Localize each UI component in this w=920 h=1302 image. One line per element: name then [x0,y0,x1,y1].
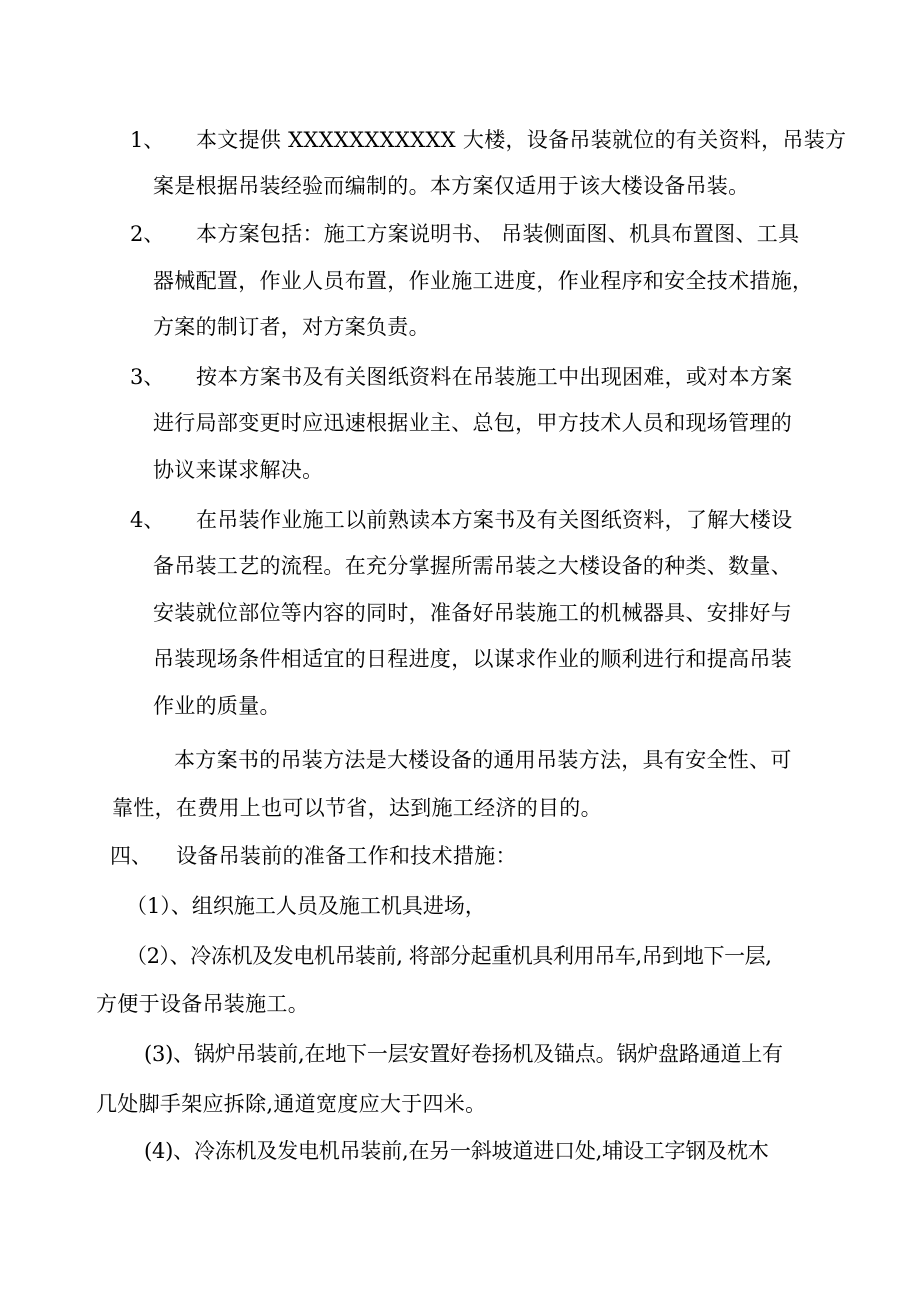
step-1-line-1: （1）、组织施工人员及施工机具进场， [126,894,486,918]
item-4-number: 4、 [130,508,165,532]
item-3-line-2: 进行局部变更时应迅速根据业主、总包，甲方技术人员和现场管理的 [153,411,792,435]
item-1-number: 1、 [130,128,165,152]
summary-line-1: 本方案书的吊装方法是大楼设备的通用吊装方法，具有安全性、可 [174,748,792,772]
item-2-line-3: 方案的制订者，对方案负责。 [153,315,430,339]
item-1-line-2: 案是根据吊装经验而编制的。本方案仅适用于该大楼设备吊装。 [153,174,750,198]
item-1-line-1: 本文提供 XXXXXXXXXXX 大楼，设备吊装就位的有关资料，吊装方 [196,128,847,152]
item-3-line-1: 按本方案书及有关图纸资料在吊装施工中出现困难，或对本方案 [196,365,793,389]
item-3-number: 3、 [130,365,165,389]
step-2-line-2: 方便于设备吊装施工。 [96,992,309,1016]
step-2-line-1: （2）、冷冻机及发电机吊装前, 将部分起重机具利用吊车,吊到地下一层, [126,944,772,968]
summary-line-2: 靠性，在费用上也可以节省，达到施工经济的目的。 [112,796,602,820]
item-2-line-2: 器械配置，作业人员布置，作业施工进度，作业程序和安全技术措施， [153,269,814,293]
item-4-line-4: 吊装现场条件相适宜的日程进度，以谋求作业的顺利进行和提高吊装 [153,647,792,671]
item-4-line-3: 安装就位部位等内容的同时，准备好吊装施工的机械器具、安排好与 [153,601,792,625]
item-2-line-1: 本方案包括：施工方案说明书、 吊装侧面图、机具布置图、工具 [196,222,800,246]
step-3-line-2: 几处脚手架应拆除,通道宽度应大于四米。 [96,1092,487,1116]
section-number: 四、 [110,844,152,868]
step-3-line-1: (3)、锅炉吊装前,在地下一层安置好卷扬机及锚点。锅炉盘路通道上有 [144,1042,783,1066]
section-title: 设备吊装前的准备工作和技术措施： [176,844,517,868]
item-2-number: 2、 [130,222,165,246]
step-4-line-1: (4)、冷冻机及发电机吊装前,在另一斜坡道进口处,埔设工字钢及枕木 [144,1139,769,1163]
item-4-line-2: 备吊装工艺的流程。在充分掌握所需吊装之大楼设备的种类、数量、 [153,554,792,578]
item-4-line-5: 作业的质量。 [153,694,281,718]
item-3-line-3: 协议来谋求解决。 [153,458,324,482]
item-4-line-1: 在吊装作业施工以前熟读本方案书及有关图纸资料，了解大楼设 [196,508,793,532]
